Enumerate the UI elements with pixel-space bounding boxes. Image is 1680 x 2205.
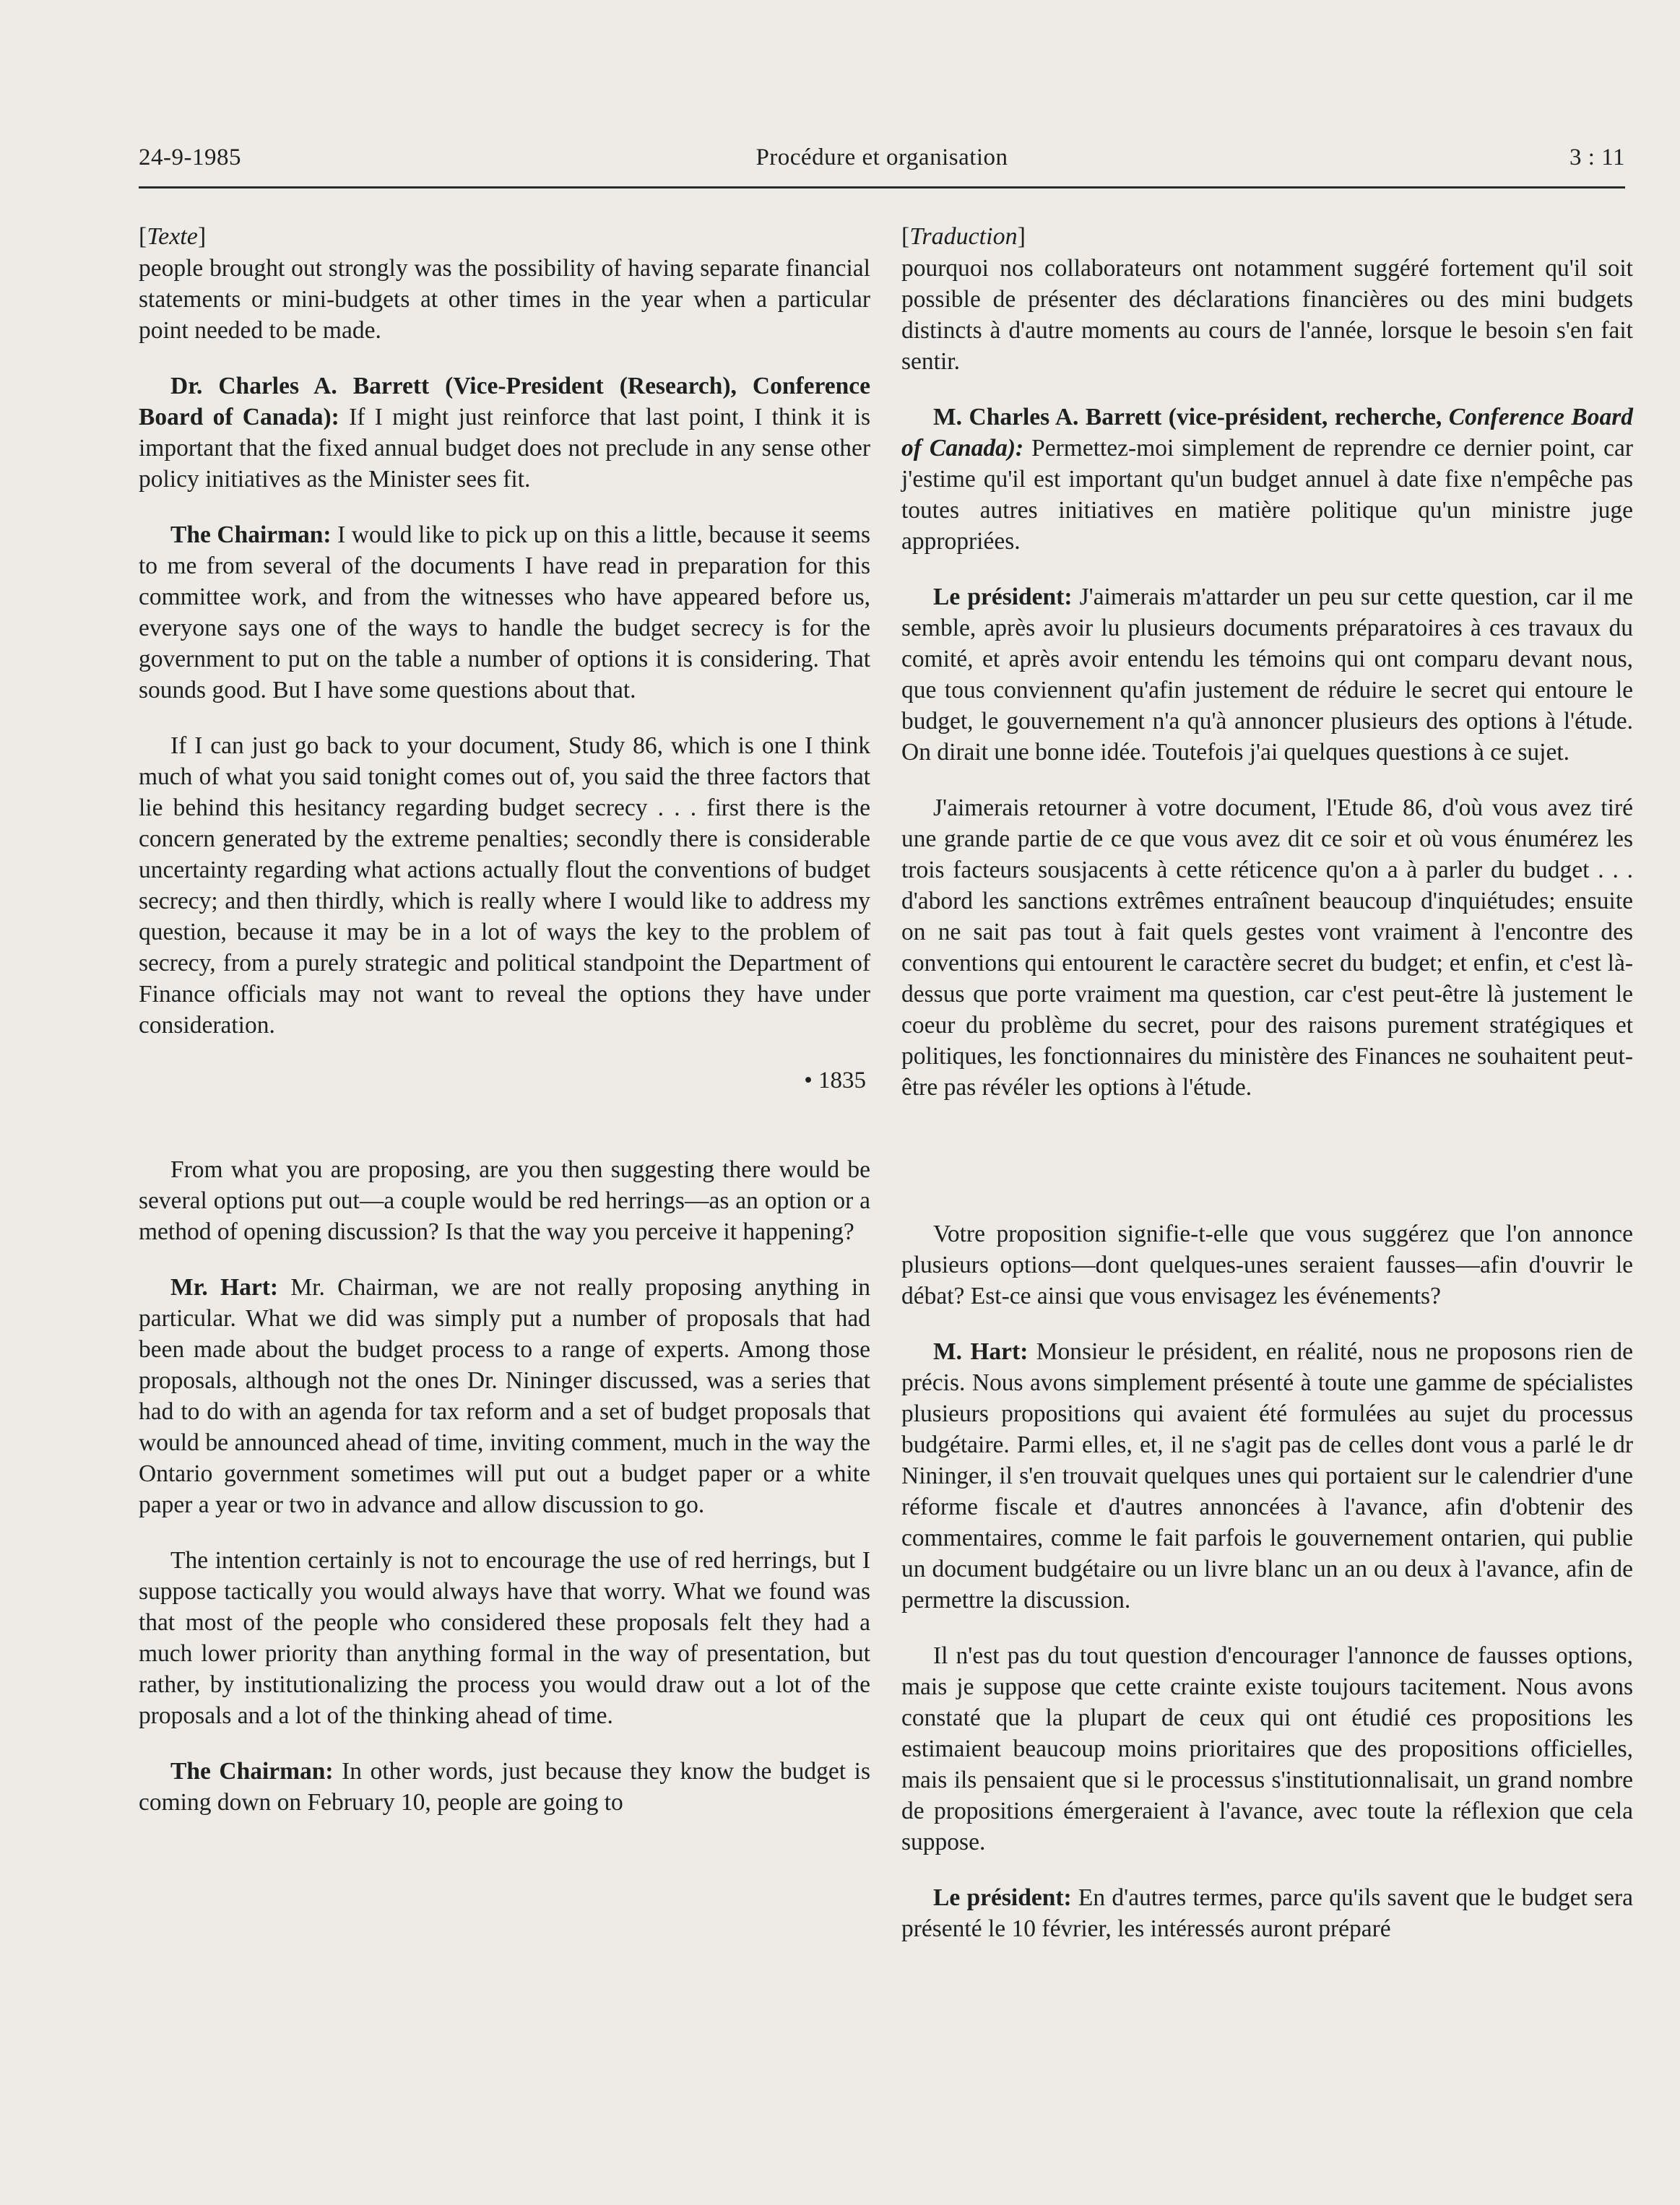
paragraph: pourquoi nos collaborateurs ont notamment suggéré fortement qu'il soit possible de présenter des déclarations financières ou des mini budgets distincts à d'autre moments au cours de l'année, lorsque le besoin s'en fait sentir. <box>901 255 1633 375</box>
speech-text: J'aimerais m'attarder un peu sur cette question, car il me semble, après avoir lu plusieurs documents préparatoires à ces travaux du comité, et après avoir entendu les témoins qui ont comparu devant nous, que tous conviennent qu'afin justement de réduire le secret qui entoure le budget, le gouvernement n'a qu'à annoncer plusieurs des options à l'étude. On dirait une bonne idée. Toutefois j'ai quelques questions à ce sujet. <box>901 584 1633 766</box>
paragraph <box>901 402 1633 557</box>
paragraph: From what you are proposing, are you then suggesting there would be several options put out—a couple would be red herrings—as an option or a method of opening discussion? Is that the way you perceive it happening? <box>139 1156 870 1245</box>
speaker-name: The Chairman: <box>170 1758 334 1785</box>
paragraph: The intention certainly is not to encourage the use of red herrings, but I suppose tactically you would always have that worry. What we found was that most of the people who considered these proposals felt they had a much lower priority than anything formal in the way of presentation, but rather, by institutionalizing the process you would draw out a lot of the proposals and a lot of the thinking ahead of time. <box>139 1547 870 1729</box>
header-date: 24-9-1985 <box>139 144 241 170</box>
header-page-number: 3 : 11 <box>1569 144 1625 170</box>
paragraph <box>901 1336 1633 1616</box>
speech-text: In other words, just because they know the budget is coming down on February 10, people are going to <box>139 1758 870 1816</box>
speech-text: Permettez-moi simplement de reprendre ce dernier point, car j'estime qu'il est important qu'un budget annuel à date fixe n'empêche pas toutes autres initiatives en matière politique qu'un ministre juge appropriées. <box>901 435 1633 555</box>
right-column <box>901 221 1633 1944</box>
speaker-name: M. Hart: <box>933 1338 1029 1365</box>
paragraph: Il n'est pas du tout question d'encourager l'annonce de fausses options, mais je suppose que cette crainte existe toujours tacitement. Nous avons constaté que la plupart de ceux qui ont étudié ces propositions les estimaient beaucoup moins prioritaires que des propositions officielles, mais ils pensaient que si le processus s'institutionnalisait, un grand nombre de propositions émergeraient à l'avance, avec toute la réflexion que cela suppose. <box>901 1642 1633 1855</box>
header-title: Procédure et organisation <box>755 144 1008 170</box>
paragraph: J'aimerais retourner à votre document, l'Etude 86, d'où vous avez tiré une grande partie de ce que vous avez dit ce soir et où vous énumérez les trois facteurs sousjacents à cette réticence qu'on a à parler du budget . . . d'abord les sanctions extrêmes entraînent beaucoup d'inquiétudes; ensuite on ne sait pas tout à fait quels gestes vont vraiment à l'encontre des conventions qui entourent le caractère secret du budget; et enfin, et c'est là-dessus que porte vraiment ma question, car c'est peut-être là justement le coeur du problème du secret, pour des raisons purement stratégiques et politiques, les fonctionnaires du ministère des Finances ne souhaitent peut-être pas révéler les options à l'étude. <box>901 794 1633 1101</box>
column-tag: [ Texte ] <box>139 221 870 253</box>
speaker-organization: Conference Board of Canada): <box>901 404 1633 462</box>
speaker-name: The Chairman: <box>170 521 332 548</box>
speech-text: Mr. Chairman, we are not really proposing anything in particular. What we did was simply put a number of proposals that had been made about the budget process to a range of experts. Among those proposals, although not the ones Dr. Nininger discussed, was a series that had to do with an agenda for tax reform and a set of budget proposals that would be announced ahead of time, inviting comment, much in the way the Ontario government sometimes will put out a budget paper or a white paper a year or two in advance and allow discussion to go. <box>139 1274 870 1518</box>
speech-text: Monsieur le président, en réalité, nous ne proposons rien de précis. Nous avons simplement présenté à toute une gamme de spécialistes plusieurs propositions qui avaient été formulées au sujet du processus budgétaire. Parmi elles, et, il ne s'agit pas de celles dont vous a parlé le dr Nininger, il s'en trouvait quelques unes qui portaient sur le calendrier d'une réforme fiscale et d'autres annoncées à l'avance, afin d'obtenir des commentaires, comme le fait parfois le gouvernement ontarien, qui publie un document budgétaire ou un livre blanc un an ou deux à l'avance, afin de permettre la discussion. <box>901 1338 1633 1613</box>
speaker-name: Le président: <box>933 584 1073 610</box>
paragraph: people brought out strongly was the possibility of having separate financial statements or mini-budgets at other times in the year when a particular point needed to be made. <box>139 255 870 344</box>
paragraph <box>901 581 1633 768</box>
paragraph <box>139 1272 870 1520</box>
speech-text: I would like to pick up on this a little, because it seems to me from several of the documents I have read in preparation for this committee work, and from the witnesses who have appeared before us, everyone says one of the ways to handle the budget secrecy is for the government to put on the table a number of options it is considering. That sounds good. But I have some questions about that. <box>139 521 870 703</box>
left-column <box>139 221 870 1818</box>
speaker-name: Dr. Charles A. Barrett (Vice-President (Research), Conference Board of Canada): <box>139 373 870 430</box>
paragraph <box>139 519 870 706</box>
paragraph <box>139 1756 870 1818</box>
paragraph <box>901 1882 1633 1944</box>
paragraph <box>139 371 870 495</box>
speaker-name: M. Charles A. Barrett (vice-président, recherche, <box>933 404 1449 430</box>
speech-text: En d'autres termes, parce qu'ils savent que le budget sera présenté le 10 février, les intéressés auront préparé <box>901 1884 1634 1942</box>
speech-text: If I might just reinforce that last point, I think it is important that the fixed annual budget does not preclude in any sense other policy initiatives as the Minister sees fit. <box>139 404 870 493</box>
timecode: • 1835 <box>139 1065 870 1096</box>
paragraph: If I can just go back to your document, Study 86, which is one I think much of what you said tonight comes out of, you said the three factors that lie behind this hesitancy regarding budget secrecy . . . first there is the concern generated by the extreme penalties; secondly there is considerable uncertainty regarding what actions actually flout the conventions of budget secrecy; and then thirdly, which is really where I would like to address my question, because it may be in a lot of ways the key to the problem of secrecy, from a purely strategic and political standpoint the Department of Finance officials may not want to reveal the options they have under consideration. <box>139 732 870 1039</box>
speaker-name: Mr. Hart: <box>170 1274 279 1301</box>
page-header <box>139 144 1625 189</box>
speaker-name: Le président: <box>933 1884 1072 1911</box>
column-tag: [ Traduction ] <box>901 221 1633 253</box>
paragraph: Votre proposition signifie-t-elle que vous suggérez que l'on annonce plusieurs options—dont quelques-unes seraient fausses—afin d'ouvrir le débat? Est-ce ainsi que vous envisagez les événements? <box>901 1221 1633 1309</box>
